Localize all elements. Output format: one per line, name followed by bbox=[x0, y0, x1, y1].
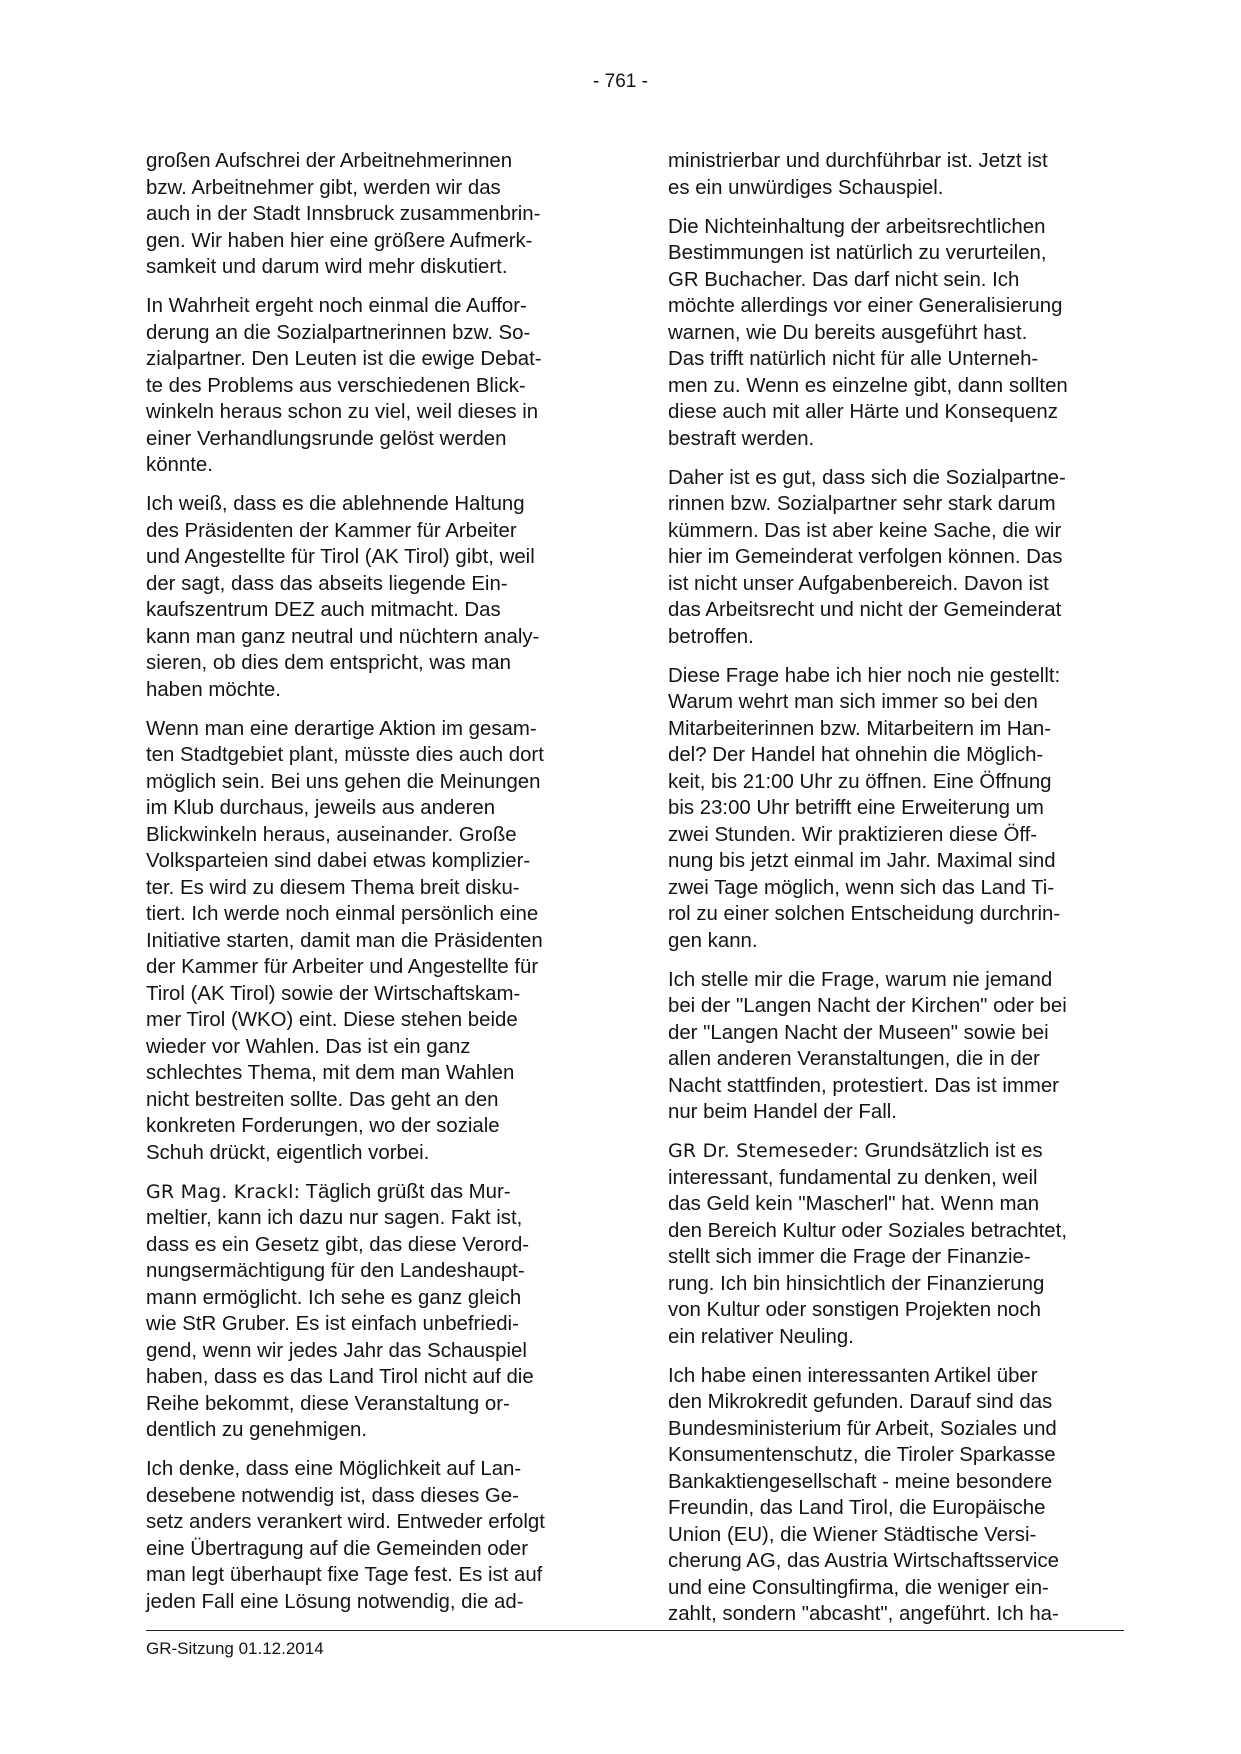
right-column bbox=[668, 148, 1124, 1640]
paragraph: Ich weiß, dass es die ablehnende Haltung des Präsidenten der Kammer für Arbeiter und Angestellte für Tirol (AK Tirol) gibt, weil der sagt, dass das abseits liegende Ein- kaufszentrum DEZ auch mitmacht. Das kann man ganz neutral und nüchtern analy- sieren, ob dies dem entspricht, was man haben möchte. bbox=[146, 493, 540, 701]
speaker-name: GR Mag. Krackl: bbox=[146, 1180, 301, 1203]
left-column bbox=[146, 148, 598, 1628]
paragraph: In Wahrheit ergeht noch einmal die Auffor- derung an die Sozialpartnerinnen bzw. So- zialpartner. Den Leuten ist die ewige Debat- te des Problems aus verschiedenen Blick- winkeln heraus schon zu viel, weil dieses in einer Verhandlungsrunde gelöst werden könnte. bbox=[146, 295, 542, 476]
paragraph: Daher ist es gut, dass sich die Sozialpartne- rinnen bzw. Sozialpartner sehr stark darum kümmern. Das ist aber keine Sache, die wir hier im Gemeinderat verfolgen können. Das ist nicht unser Aufgabenbereich. Davon ist das Arbeitsrecht und nicht der Gemeinderat betroffen. bbox=[668, 466, 1066, 648]
footer-divider bbox=[146, 1630, 1124, 1631]
speaker-paragraph bbox=[668, 1138, 1124, 1350]
paragraph: ministrierbar und durchführbar ist. Jetzt ist es ein unwürdiges Schauspiel. bbox=[668, 150, 1048, 199]
paragraph: Diese Frage habe ich hier noch nie gestellt: Warum wehrt man sich immer so bei den Mitarbeiterinnen bzw. Mitarbeitern im Han- del? Der Handel hat ohnehin die Möglich- keit, bis 21:00 Uhr zu öffnen. Eine Öffnung bis 23:00 Uhr betrifft eine Erweiterung um zwei Stunden. Wir praktizieren diese Öff- nung bis jetzt einmal im Jahr. Maximal sind zwei Tage möglich, wenn sich das Land Ti- rol zu einer solchen Entscheidung durchrin- gen kann. bbox=[668, 664, 1061, 952]
speech-text: Täglich grüßt das Mur- meltier, kann ich dazu nur sagen. Fakt ist, dass es ein Gesetz gibt, das diese Verord- nungsermächtigung für den Landeshaupt- mann ermöglicht. Ich sehe es ganz gleich wie StR Gruber. Es ist einfach unbefriedi- gend, wenn wir jedes Jahr das Schauspiel haben, dass es das Land Tirol nicht auf die Reihe bekommt, diese Veranstaltung or- dentlich zu genehmigen. bbox=[146, 1180, 534, 1441]
speaker-paragraph bbox=[146, 1179, 598, 1444]
page-number: - 761 - bbox=[593, 71, 648, 92]
paragraph: Die Nichteinhaltung der arbeitsrechtlichen Bestimmungen ist natürlich zu verurteilen, GR Buchacher. Das darf nicht sein. Ich möchte allerdings vor einer Generalisierung warnen, wie Du bereits ausgeführt hast. Das trifft natürlich nicht für alle Unterneh- men zu. Wenn es einzelne gibt, dann sollten diese auch mit aller Härte und Konsequenz bestraft werden. bbox=[668, 215, 1068, 450]
paragraph: Ich stelle mir die Frage, warum nie jemand bei der "Langen Nacht der Kirchen" oder bei der "Langen Nacht der Museen" sowie bei allen anderen Veranstaltungen, die in der Nacht stattfinden, protestiert. Das ist immer nur beim Handel der Fall. bbox=[668, 968, 1067, 1123]
paragraph: großen Aufschrei der Arbeitnehmerinnen bzw. Arbeitnehmer gibt, werden wir das auch in der Stadt Innsbruck zusammenbrin- gen. Wir haben hier eine größere Aufmerk- samkeit und darum wird mehr diskutiert. bbox=[146, 150, 541, 278]
paragraph: Ich denke, dass eine Möglichkeit auf Lan- desebene notwendig ist, dass dieses Ge- setz anders verankert wird. Entweder erfolgt eine Übertragung auf die Gemeinden oder man legt überhaupt fixe Tage fest. Es ist auf jeden Fall eine Lösung notwendig, die ad- bbox=[146, 1458, 545, 1613]
speaker-name: GR Dr. Stemeseder: bbox=[668, 1140, 859, 1162]
footer-session-date: GR-Sitzung 01.12.2014 bbox=[146, 1639, 324, 1658]
paragraph: Ich habe einen interessanten Artikel über den Mikrokredit gefunden. Darauf sind das Bundesministerium für Arbeit, Soziales und Konsumentenschutz, die Tiroler Sparkasse Bankaktiengesellschaft - meine besondere Freundin, das Land Tirol, die Europäische Union (EU), die Wiener Städtische Versi- cherung AG, das Austria Wirtschaftsservice und eine Consultingfirma, die weniger ein- zahlt, sondern "abcasht", angeführt. Ich ha- bbox=[668, 1364, 1059, 1625]
speech-text: Grundsätzlich ist es interessant, fundamental zu denken, weil das Geld kein "Mascherl" hat. Wenn man den Bereich Kultur oder Soziales betrachtet, stellt sich immer die Frage der Finanzie- rung. Ich bin hinsichtlich der Finanzierung von Kultur oder sonstigen Projekten noch ein relativer Neuling. bbox=[668, 1140, 1067, 1348]
paragraph: Wenn man eine derartige Aktion im gesam- ten Stadtgebiet plant, müsste dies auch dort möglich sein. Bei uns gehen die Meinungen im Klub durchaus, jeweils aus anderen Blickwinkeln heraus, auseinander. Große Volksparteien sind dabei etwas komplizier- ter. Es wird zu diesem Thema breit disku- tiert. Ich werde noch einmal persönlich eine Initiative starten, damit man die Präsidenten der Kammer für Arbeiter und Angestellte für Tirol (AK Tirol) sowie der Wirtschaftskam- mer Tirol (WKO) eint. Diese stehen beide wieder vor Wahlen. Das ist ein ganz schlechtes Thema, mit dem man Wahlen nicht bestreiten sollte. Das geht an den konkreten Forderungen, wo der soziale Schuh drückt, eigentlich vorbei. bbox=[146, 717, 544, 1164]
